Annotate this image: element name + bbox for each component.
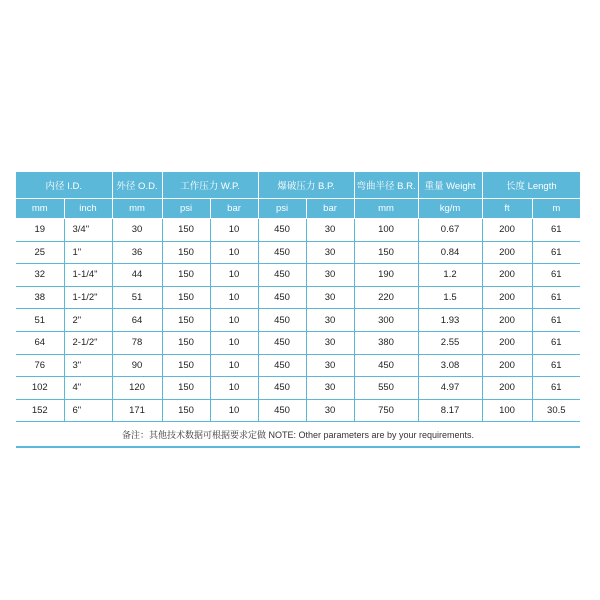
table-cell: 61 (532, 309, 580, 332)
table-cell: 8.17 (418, 399, 482, 422)
table-cell: 2-1/2" (64, 331, 112, 354)
table-cell: 200 (482, 331, 532, 354)
header-outer-diameter: 外径 O.D. (112, 172, 162, 199)
table-cell: 380 (354, 331, 418, 354)
footnote: 备注：其他技术数据可根据要求定做 NOTE: Other parameters are by your requirements. (121, 430, 475, 441)
table-cell: 300 (354, 309, 418, 332)
hose-spec-table (16, 172, 580, 422)
table-row (16, 309, 580, 332)
table-cell: 30 (306, 241, 354, 264)
table-cell: 150 (162, 331, 210, 354)
header-burst-pressure: 爆破压力 B.P. (258, 172, 354, 199)
table-cell: 4" (64, 377, 112, 400)
table-cell: 32 (16, 264, 64, 287)
units-row (16, 199, 580, 219)
table-cell: 30 (306, 399, 354, 422)
table-cell: 61 (532, 241, 580, 264)
table-cell: 150 (162, 399, 210, 422)
table-cell: 190 (354, 264, 418, 287)
table-cell: 30 (306, 331, 354, 354)
table-cell: 150 (162, 264, 210, 287)
table-cell: 30 (306, 309, 354, 332)
table-row (16, 286, 580, 309)
table-cell: 10 (210, 286, 258, 309)
table-cell: 200 (482, 354, 532, 377)
table-cell: 200 (482, 377, 532, 400)
unit-cell: mm (354, 199, 418, 219)
table-cell: 51 (112, 286, 162, 309)
table-cell: 61 (532, 286, 580, 309)
table-cell: 4.97 (418, 377, 482, 400)
table-row (16, 399, 580, 422)
table-cell: 1-1/4" (64, 264, 112, 287)
table-cell: 3/4" (64, 219, 112, 242)
unit-cell: psi (258, 199, 306, 219)
table-cell: 450 (258, 219, 306, 242)
header-inner-diameter: 内径 I.D. (16, 172, 112, 199)
table-cell: 10 (210, 309, 258, 332)
spec-sheet (16, 172, 580, 448)
table-cell: 10 (210, 241, 258, 264)
unit-cell: bar (210, 199, 258, 219)
table-cell: 120 (112, 377, 162, 400)
table-cell: 450 (258, 331, 306, 354)
table-cell: 200 (482, 286, 532, 309)
unit-cell: mm (112, 199, 162, 219)
table-cell: 150 (162, 286, 210, 309)
table-cell: 220 (354, 286, 418, 309)
unit-cell: inch (64, 199, 112, 219)
table-cell: 10 (210, 354, 258, 377)
table-cell: 61 (532, 331, 580, 354)
table-cell: 450 (258, 286, 306, 309)
table-cell: 200 (482, 309, 532, 332)
table-row (16, 331, 580, 354)
table-cell: 450 (258, 354, 306, 377)
table-cell: 64 (112, 309, 162, 332)
table-cell: 450 (258, 399, 306, 422)
table-cell: 61 (532, 264, 580, 287)
table-cell: 38 (16, 286, 64, 309)
table-cell: 171 (112, 399, 162, 422)
table-cell: 76 (16, 354, 64, 377)
header-row (16, 172, 580, 199)
table-cell: 150 (162, 309, 210, 332)
table-cell: 36 (112, 241, 162, 264)
table-cell: 150 (162, 377, 210, 400)
table-cell: 450 (258, 309, 306, 332)
table-cell: 3" (64, 354, 112, 377)
table-cell: 3.08 (418, 354, 482, 377)
table-cell: 1.93 (418, 309, 482, 332)
table-cell: 19 (16, 219, 64, 242)
table-cell: 30 (112, 219, 162, 242)
unit-cell: psi (162, 199, 210, 219)
table-row (16, 377, 580, 400)
table-row (16, 354, 580, 377)
table-cell: 550 (354, 377, 418, 400)
table-cell: 152 (16, 399, 64, 422)
table-cell: 450 (354, 354, 418, 377)
table-cell: 44 (112, 264, 162, 287)
table-cell: 61 (532, 377, 580, 400)
header-working-pressure: 工作压力 W.P. (162, 172, 258, 199)
table-cell: 64 (16, 331, 64, 354)
table-cell: 750 (354, 399, 418, 422)
table-cell: 30 (306, 219, 354, 242)
table-cell: 30 (306, 264, 354, 287)
table-cell: 6" (64, 399, 112, 422)
table-cell: 200 (482, 264, 532, 287)
table-cell: 102 (16, 377, 64, 400)
table-cell: 51 (16, 309, 64, 332)
table-cell: 100 (354, 219, 418, 242)
table-cell: 200 (482, 219, 532, 242)
unit-cell: ft (482, 199, 532, 219)
table-cell: 2" (64, 309, 112, 332)
table-cell: 10 (210, 399, 258, 422)
table-row (16, 219, 580, 242)
table-cell: 30 (306, 354, 354, 377)
table-cell: 2.55 (418, 331, 482, 354)
table-cell: 78 (112, 331, 162, 354)
table-cell: 1.5 (418, 286, 482, 309)
table-cell: 61 (532, 219, 580, 242)
table-cell: 10 (210, 219, 258, 242)
header-length: 长度 Length (482, 172, 580, 199)
table-cell: 0.84 (418, 241, 482, 264)
unit-cell: mm (16, 199, 64, 219)
unit-cell: kg/m (418, 199, 482, 219)
table-cell: 10 (210, 331, 258, 354)
unit-cell: m (532, 199, 580, 219)
table-cell: 25 (16, 241, 64, 264)
table-cell: 61 (532, 354, 580, 377)
table-cell: 30 (306, 286, 354, 309)
table-cell: 150 (354, 241, 418, 264)
bottom-rule (16, 446, 580, 448)
table-cell: 100 (482, 399, 532, 422)
table-cell: 0.67 (418, 219, 482, 242)
table-cell: 1" (64, 241, 112, 264)
header-weight: 重量 Weight (418, 172, 482, 199)
table-cell: 150 (162, 241, 210, 264)
table-cell: 10 (210, 264, 258, 287)
table-cell: 200 (482, 241, 532, 264)
table-cell: 450 (258, 377, 306, 400)
table-cell: 150 (162, 219, 210, 242)
table-cell: 30.5 (532, 399, 580, 422)
table-cell: 10 (210, 377, 258, 400)
table-cell: 90 (112, 354, 162, 377)
table-body (16, 219, 580, 422)
table-cell: 450 (258, 241, 306, 264)
table-row (16, 264, 580, 287)
table-cell: 1.2 (418, 264, 482, 287)
table-cell: 1-1/2" (64, 286, 112, 309)
table-cell: 150 (162, 354, 210, 377)
table-cell: 30 (306, 377, 354, 400)
table-row (16, 241, 580, 264)
header-bend-radius: 弯曲半径 B.R. (354, 172, 418, 199)
table-cell: 450 (258, 264, 306, 287)
unit-cell: bar (306, 199, 354, 219)
